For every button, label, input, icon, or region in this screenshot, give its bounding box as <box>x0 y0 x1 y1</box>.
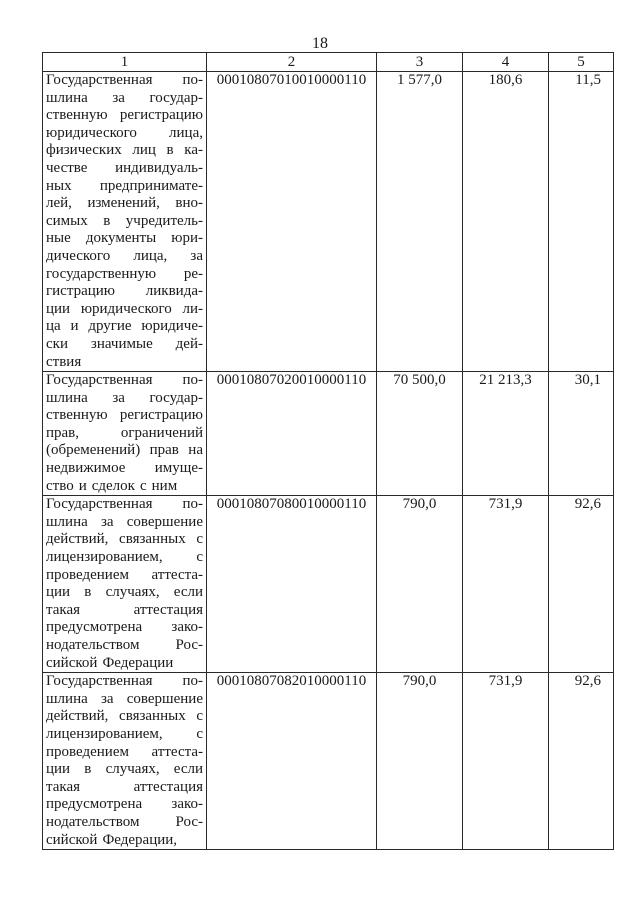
page-number: 18 <box>312 35 328 52</box>
revenue-name-line: дического лица, за <box>46 247 203 264</box>
table-row <box>43 496 614 673</box>
header-cell-1: 1 <box>43 53 207 72</box>
revenue-name-line: сийской Федерации <box>46 654 174 671</box>
revenue-name-line: шлина за государ- <box>46 89 203 106</box>
revenue-name-line: такая аттестация <box>46 778 203 795</box>
percent-cell: 92,6 <box>549 496 614 673</box>
budget-code-cell: 00010807010010000110 <box>207 72 377 372</box>
revenue-name-line: ствия <box>46 353 82 370</box>
revenue-name-line: ственную регистрацию <box>46 107 203 124</box>
planned-amount-cell: 790,0 <box>377 496 463 673</box>
revenue-name-line: юридического лица, <box>46 124 203 141</box>
budget-code-cell: 00010807020010000110 <box>207 372 377 496</box>
revenue-name-line: физических лиц в ка- <box>46 142 203 159</box>
revenue-table <box>42 52 614 850</box>
revenue-name-line: предусмотрена зако- <box>46 796 203 813</box>
revenue-name-line: ции в случаях, если <box>46 584 203 601</box>
revenue-name-line: ции в случаях, если <box>46 761 203 778</box>
percent-cell: 11,5 <box>549 72 614 372</box>
revenue-name-line: нодательством Рос- <box>46 813 203 830</box>
header-cell-5: 5 <box>549 53 614 72</box>
revenue-name-cell <box>43 496 207 673</box>
revenue-name-line: шлина за государ- <box>46 389 203 406</box>
revenue-name-line: симых в учредитель- <box>46 212 203 229</box>
table-row <box>43 372 614 496</box>
revenue-name-line: лицензированием, с <box>46 725 203 742</box>
revenue-name-line: ции юридического ли- <box>46 300 203 317</box>
revenue-name-line: лей, изменений, вно- <box>46 195 203 212</box>
revenue-name-line: гистрацию ликвида- <box>46 283 203 300</box>
revenue-name-line: честве индивидуаль- <box>46 159 203 176</box>
revenue-name-line: ца и другие юридиче- <box>46 318 203 335</box>
actual-amount-cell: 21 213,3 <box>463 372 549 496</box>
header-cell-3: 3 <box>377 53 463 72</box>
actual-amount-cell: 731,9 <box>463 496 549 673</box>
revenue-name-line: действий, связанных с <box>46 708 203 725</box>
revenue-name-line: прав, ограничений <box>46 424 203 441</box>
revenue-name-line: ственную регистрацию <box>46 407 203 424</box>
actual-amount-cell: 180,6 <box>463 72 549 372</box>
actual-amount-cell: 731,9 <box>463 673 549 850</box>
table-row <box>43 673 614 850</box>
planned-amount-cell: 1 577,0 <box>377 72 463 372</box>
revenue-name-cell <box>43 673 207 850</box>
percent-cell: 30,1 <box>549 372 614 496</box>
revenue-name-line: шлина за совершение <box>46 690 203 707</box>
revenue-name-line: государственную ре- <box>46 265 203 282</box>
revenue-name-line: проведением аттеста- <box>46 743 203 760</box>
revenue-name-line: нодательством Рос- <box>46 637 203 653</box>
percent-cell: 92,6 <box>549 673 614 850</box>
revenue-name-line: ных предпринимате- <box>46 177 203 194</box>
revenue-name-cell <box>43 372 207 496</box>
planned-amount-cell: 70 500,0 <box>377 372 463 496</box>
revenue-name-line: Государственная по- <box>46 496 203 513</box>
revenue-name-line: ные документы юри- <box>46 230 203 247</box>
revenue-name-line: Государственная по- <box>46 372 203 389</box>
planned-amount-cell: 790,0 <box>377 673 463 850</box>
budget-code-cell: 00010807082010000110 <box>207 673 377 850</box>
table-row <box>43 72 614 372</box>
table-header-row <box>43 53 614 72</box>
revenue-name-line: Государственная по- <box>46 72 203 88</box>
table-body <box>43 72 614 850</box>
revenue-name-line: ски значимые дей- <box>46 335 203 352</box>
revenue-name-line: ство и сделок с ним <box>46 477 178 494</box>
revenue-name-cell <box>43 72 207 372</box>
revenue-name-line: (обременений) прав на <box>46 442 203 459</box>
revenue-name-line: недвижимое имуще- <box>46 460 203 477</box>
revenue-name-line: такая аттестация <box>46 601 203 618</box>
revenue-name-line: проведением аттеста- <box>46 566 203 583</box>
budget-code-cell: 00010807080010000110 <box>207 496 377 673</box>
revenue-name-line: сийской Федерации, <box>46 831 178 848</box>
revenue-name-line: шлина за совершение <box>46 513 203 530</box>
header-cell-2: 2 <box>207 53 377 72</box>
header-cell-4: 4 <box>463 53 549 72</box>
revenue-name-line: предусмотрена зако- <box>46 619 203 636</box>
revenue-name-line: лицензированием, с <box>46 549 203 566</box>
revenue-name-line: действий, связанных с <box>46 531 203 548</box>
revenue-name-line: Государственная по- <box>46 673 203 690</box>
